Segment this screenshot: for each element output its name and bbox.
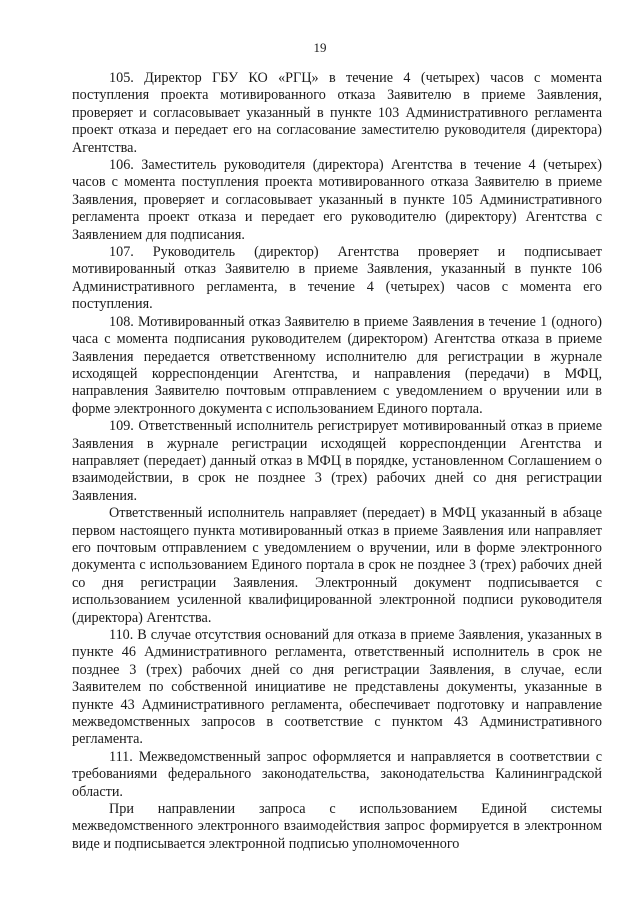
paragraph-109: 109. Ответственный исполнитель регистрирует мотивированный отказ в приеме Заявления в журнале регистрации исходящей корреспонденции Агентства и направляет (передает) данный отказ в МФЦ в порядке, установленном Соглашением о взаимодействии, в срок не позднее 3 (трех) рабочих дней со дня регистрации Заявления. bbox=[72, 418, 602, 504]
paragraph-111-second: При направлении запроса с использованием Единой системы межведомственного электронного взаимодействия запрос формируется в электронном виде и подписывается электронной подписью уполномоченного bbox=[72, 801, 602, 852]
paragraph-105: 105. Директор ГБУ КО «РГЦ» в течение 4 (четырех) часов с момента поступления проекта мотивированного отказа Заявителю в приеме Заявления, проверяет и согласовывает указанный в пункте 103 Административного регламента проект отказа и передает его на согласование заместителю руководителя (директора) Агентства. bbox=[72, 70, 602, 156]
paragraph-110: 110. В случае отсутствия оснований для отказа в приеме Заявления, указанных в пункте 46 Административного регламента, ответственный исполнитель в срок не позднее 3 (трех) рабочих дней со дня регистрации Заявления, в случае, если Заявителем по собственной инициативе не представлены документы, указанные в пункте 43 Административного регламента, обеспечивает подготовку и направление межведомственных запросов в соответствие с пунктом 43 Административного регламента. bbox=[72, 627, 602, 748]
paragraph-111: 111. Межведомственный запрос оформляется и направляется в соответствии с требованиями федерального законодательства, законодательства Калининградской области. bbox=[72, 748, 602, 800]
paragraph-109-second: Ответственный исполнитель направляет (передает) в МФЦ указанный в абзаце первом настоящего пункта мотивированный отказ в приеме Заявления или направляет его почтовым отправлением с уведомлением о вручении, или в форме электронного документа с использованием Единого портала в срок не позднее 3 (трех) рабочих дней со дня регистрации Заявления. Электронный документ подписывается с использованием усиленной квалифицированной электронной подписи руководителя (директора) Агентства. bbox=[72, 505, 602, 626]
paragraph-107: 107. Руководитель (директор) Агентства проверяет и подписывает мотивированный отказ Заявителю в приеме Заявления, указанный в пункте 106 Административного регламента, в течение 4 (четырех) часов с момента его поступления. bbox=[72, 244, 602, 313]
paragraph-108: 108. Мотивированный отказ Заявителю в приеме Заявления в течение 1 (одного) часа с момента подписания руководителем (директором) Агентства отказа в приеме Заявления передается ответственному исполнителю для регистрации в журнале исходящей корреспонденции Агентства, и направления (передачи) в МФЦ, направления Заявителю почтовым отправлением с уведомлением о вручении или в форме электронного документа с использованием Единого портала. bbox=[72, 313, 602, 417]
paragraph-106: 106. Заместитель руководителя (директора) Агентства в течение 4 (четырех) часов с момента поступления проекта мотивированного отказа Заявителю в приеме Заявления, проверяет и согласовывает указанный в пункте 105 Административного регламента проект отказа и передает его руководителю (директору) Агентства с Заявлением для подписания. bbox=[72, 157, 602, 243]
page-number: 19 bbox=[313, 40, 327, 55]
document-body bbox=[72, 70, 602, 853]
